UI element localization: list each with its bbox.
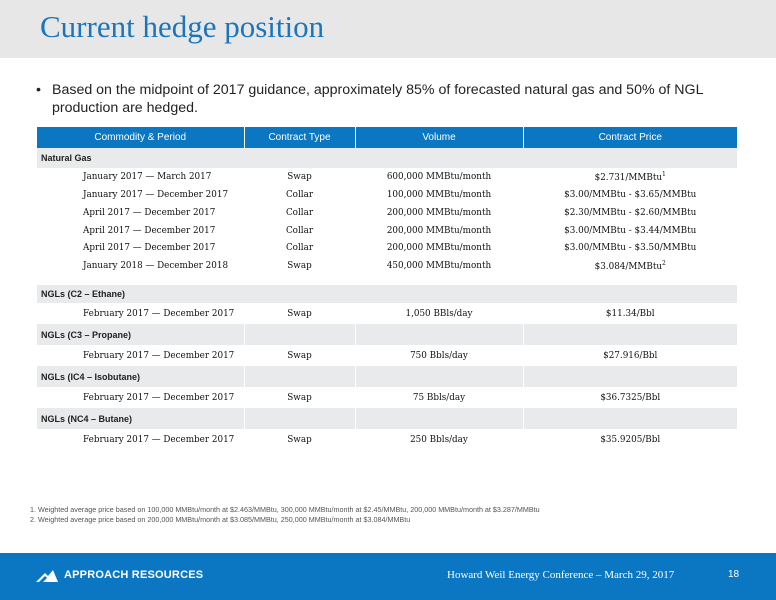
volume-cell: 750 Bbls/day bbox=[355, 345, 523, 366]
table-header-row bbox=[37, 127, 737, 148]
table-row bbox=[37, 303, 737, 324]
col-header-contract-type: Contract Type bbox=[244, 127, 355, 148]
section-row-ethane bbox=[37, 285, 737, 303]
bullet-text: Based on the midpoint of 2017 guidance, approximately 85% of forecasted natural gas and 50% of NGL production are hedged. bbox=[52, 82, 703, 116]
price-cell: $36.7325/Bbl bbox=[523, 387, 737, 408]
page-title: Current hedge position bbox=[40, 9, 325, 44]
period-cell: April 2017 — December 2017 bbox=[37, 204, 244, 222]
price-cell bbox=[523, 168, 737, 186]
section-row-butane bbox=[37, 408, 737, 429]
summary-bullet bbox=[36, 81, 736, 117]
price-value: $2.731/MMBtu bbox=[594, 172, 663, 183]
section-label: NGLs (NC4 – Butane) bbox=[37, 408, 244, 429]
volume-cell: 200,000 MMBtu/month bbox=[355, 222, 523, 239]
spacer-cell bbox=[37, 276, 737, 285]
period-cell: February 2017 — December 2017 bbox=[37, 387, 244, 408]
empty-cell bbox=[355, 324, 523, 345]
empty-cell bbox=[244, 408, 355, 429]
empty-cell bbox=[523, 366, 737, 387]
volume-cell: 250 Bbls/day bbox=[355, 429, 523, 450]
table-row bbox=[37, 186, 737, 204]
section-label: NGLs (IC4 – Isobutane) bbox=[37, 366, 244, 387]
volume-cell: 200,000 MMBtu/month bbox=[355, 204, 523, 222]
contract-type-cell: Collar bbox=[244, 239, 355, 256]
empty-cell bbox=[244, 324, 355, 345]
title-bar bbox=[0, 0, 776, 58]
price-cell: $2.30/MMBtu - $2.60/MMBtu bbox=[523, 204, 737, 222]
contract-type-cell: Swap bbox=[244, 387, 355, 408]
table-row bbox=[37, 429, 737, 450]
section-row-natural-gas bbox=[37, 148, 737, 168]
col-header-contract-price: Contract Price bbox=[523, 127, 737, 148]
mountain-logo-icon bbox=[36, 570, 58, 582]
volume-cell: 200,000 MMBtu/month bbox=[355, 239, 523, 256]
page-number: 18 bbox=[728, 569, 740, 580]
period-cell: April 2017 — December 2017 bbox=[37, 222, 244, 239]
price-cell: $27.916/Bbl bbox=[523, 345, 737, 366]
section-label: NGLs (C3 – Propane) bbox=[37, 324, 244, 345]
contract-type-cell: Swap bbox=[244, 345, 355, 366]
price-cell: $11.34/Bbl bbox=[523, 303, 737, 324]
footnotes bbox=[30, 505, 540, 525]
table-row bbox=[37, 222, 737, 239]
price-cell: $35.9205/Bbl bbox=[523, 429, 737, 450]
contract-type-cell: Swap bbox=[244, 256, 355, 276]
contract-type-cell: Swap bbox=[244, 303, 355, 324]
section-row-propane bbox=[37, 324, 737, 345]
price-cell: $3.00/MMBtu - $3.50/MMBtu bbox=[523, 239, 737, 256]
footnote-1: 1. Weighted average price based on 100,000 MMBtu/month at $2.463/MMBtu, 300,000 MMBtu/month at $2.45/MMBtu, 200,000 MMBtu/month at $3.287/MMBtu bbox=[30, 505, 540, 514]
empty-cell bbox=[523, 408, 737, 429]
footer-bar bbox=[0, 553, 776, 600]
period-cell: January 2017 — March 2017 bbox=[37, 168, 244, 186]
contract-type-cell: Collar bbox=[244, 186, 355, 204]
price-value: $3.084/MMBtu bbox=[594, 261, 663, 272]
volume-cell: 100,000 MMBtu/month bbox=[355, 186, 523, 204]
table-row bbox=[37, 256, 737, 276]
volume-cell: 600,000 MMBtu/month bbox=[355, 168, 523, 186]
table-row bbox=[37, 345, 737, 366]
table-row bbox=[37, 204, 737, 222]
company-name: APPROACH RESOURCES bbox=[64, 569, 204, 581]
contract-type-cell: Collar bbox=[244, 222, 355, 239]
price-cell: $3.00/MMBtu - $3.65/MMBtu bbox=[523, 186, 737, 204]
period-cell: February 2017 — December 2017 bbox=[37, 429, 244, 450]
bullet-marker: • bbox=[36, 82, 41, 98]
table-row bbox=[37, 168, 737, 186]
conference-label: Howard Weil Energy Conference – March 29, 2017 bbox=[447, 569, 675, 581]
footnote-ref: 1 bbox=[662, 171, 666, 179]
footnote-ref: 2 bbox=[662, 260, 666, 268]
empty-cell bbox=[355, 366, 523, 387]
period-cell: April 2017 — December 2017 bbox=[37, 239, 244, 256]
period-cell: February 2017 — December 2017 bbox=[37, 303, 244, 324]
section-row-isobutane bbox=[37, 366, 737, 387]
section-label: NGLs (C2 – Ethane) bbox=[37, 285, 737, 303]
volume-cell: 75 Bbls/day bbox=[355, 387, 523, 408]
price-cell: $3.00/MMBtu - $3.44/MMBtu bbox=[523, 222, 737, 239]
table-row bbox=[37, 387, 737, 408]
contract-type-cell: Swap bbox=[244, 168, 355, 186]
period-cell: February 2017 — December 2017 bbox=[37, 345, 244, 366]
section-label: Natural Gas bbox=[37, 148, 737, 168]
footnote-2: 2. Weighted average price based on 200,000 MMBtu/month at $3.085/MMBtu, 250,000 MMBtu/month at $3.084/MMBtu bbox=[30, 515, 411, 524]
empty-cell bbox=[523, 324, 737, 345]
empty-cell bbox=[355, 408, 523, 429]
col-header-commodity: Commodity & Period bbox=[37, 127, 244, 148]
price-cell bbox=[523, 256, 737, 276]
period-cell: January 2018 — December 2018 bbox=[37, 256, 244, 276]
contract-type-cell: Collar bbox=[244, 204, 355, 222]
empty-cell bbox=[244, 366, 355, 387]
col-header-volume: Volume bbox=[355, 127, 523, 148]
contract-type-cell: Swap bbox=[244, 429, 355, 450]
period-cell: January 2017 — December 2017 bbox=[37, 186, 244, 204]
spacer-row bbox=[37, 276, 737, 285]
volume-cell: 450,000 MMBtu/month bbox=[355, 256, 523, 276]
table-row bbox=[37, 239, 737, 256]
volume-cell: 1,050 BBls/day bbox=[355, 303, 523, 324]
hedge-table bbox=[37, 127, 737, 450]
